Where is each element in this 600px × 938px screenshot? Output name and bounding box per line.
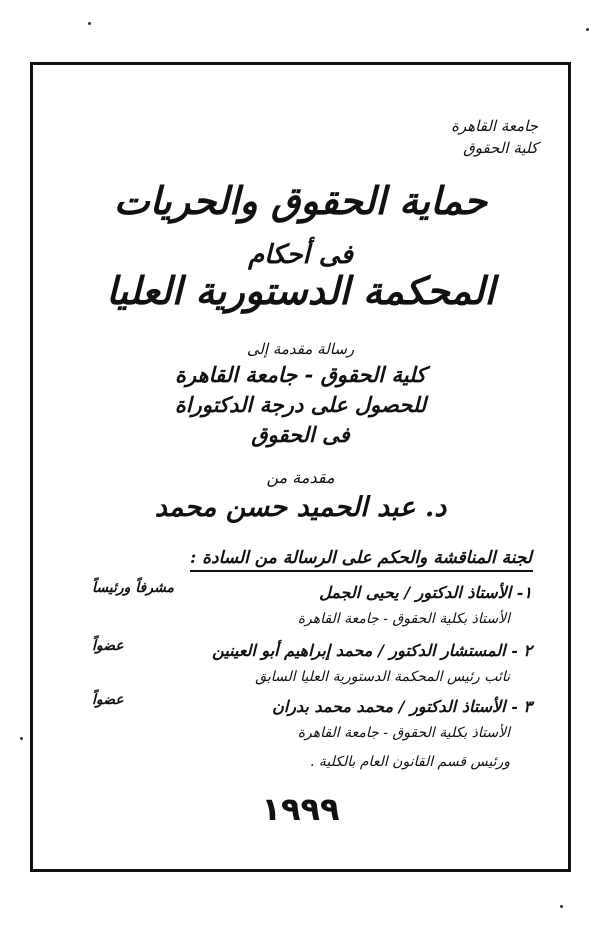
title-line-2: فى أحكام bbox=[248, 240, 353, 270]
member-3-name: ٣ - الأستاذ الدكتور / محمد محمد بدران bbox=[272, 697, 532, 716]
member-2-role: عضواً bbox=[92, 638, 124, 654]
submission-field: فى الحقوق bbox=[251, 422, 350, 447]
scan-speck bbox=[586, 28, 589, 31]
member-3-affiliation-2: ورئيس قسم القانون العام بالكلية . bbox=[310, 754, 510, 770]
title-line-1: حماية الحقوق والحريات bbox=[113, 178, 488, 223]
member-3-affiliation: الأستاذ بكلية الحقوق - جامعة القاهرة bbox=[297, 725, 510, 741]
university-name: جامعة القاهرة bbox=[451, 117, 538, 135]
submission-degree: للحصول على درجة الدكتوراة bbox=[174, 392, 427, 417]
scan-speck bbox=[88, 22, 91, 25]
scan-speck bbox=[20, 737, 23, 740]
committee-heading: لجنة المناقشة والحكم على الرسالة من السادة : bbox=[189, 548, 532, 568]
heading-underline bbox=[190, 570, 533, 572]
year: ١٩٩٩ bbox=[261, 790, 340, 828]
scan-speck bbox=[560, 905, 563, 908]
member-2-affiliation: نائب رئيس المحكمة الدستورية العليا السابق bbox=[255, 669, 510, 685]
submission-faculty: كلية الحقوق - جامعة القاهرة bbox=[175, 362, 426, 387]
member-1-name: ١- الأستاذ الدكتور / يحيى الجمل bbox=[319, 583, 532, 602]
title-line-3: المحكمة الدستورية العليا bbox=[106, 268, 495, 313]
member-1-role: مشرفاً ورئيساً bbox=[92, 580, 174, 596]
author-name: د. عبد الحميد حسن محمد bbox=[154, 492, 447, 523]
member-3-role: عضواً bbox=[92, 692, 124, 708]
member-1-affiliation: الأستاذ بكلية الحقوق - جامعة القاهرة bbox=[297, 611, 510, 627]
submission-intro: رسالة مقدمة إلى bbox=[246, 340, 355, 358]
member-2-name: ٢ - المستشار الدكتور / محمد إبراهيم أبو العينين bbox=[212, 641, 532, 660]
presented-by-label: مقدمة من bbox=[266, 468, 335, 487]
faculty-name: كلية الحقوق bbox=[463, 139, 538, 157]
institution-block bbox=[451, 115, 538, 159]
